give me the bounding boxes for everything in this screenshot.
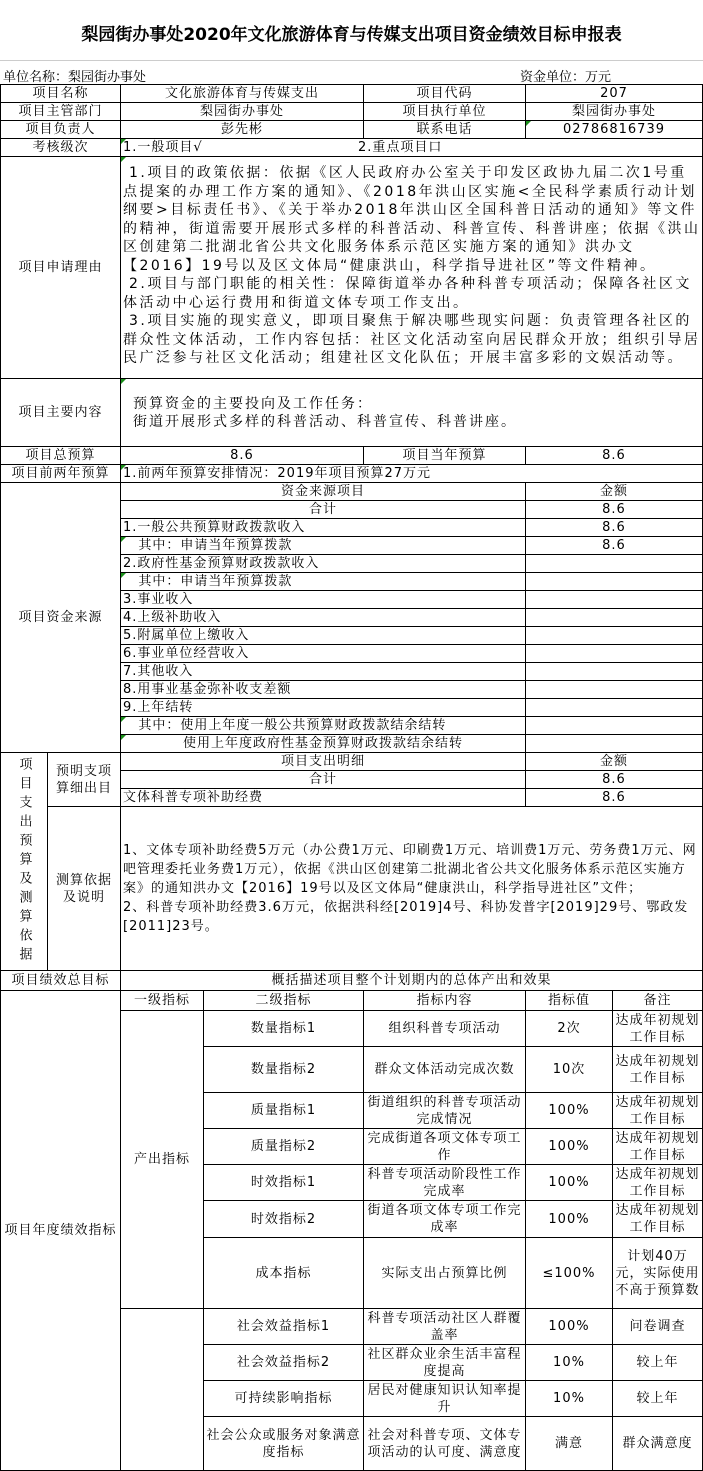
perf-row-level2-text: 成本指标 (255, 1265, 312, 1281)
expense-item-amount[interactable] (525, 788, 703, 807)
perf-row-content[interactable] (363, 1237, 526, 1309)
label-expense-text: 项目支出预算及测算依据 (16, 757, 32, 966)
perf-row-note-text: 问卷调查 (629, 1319, 686, 1334)
expense-col-amount[interactable] (525, 752, 703, 771)
perf-row-level2-text: 数量指标1 (250, 1021, 317, 1036)
perf-row-value[interactable] (525, 1380, 613, 1417)
perf-row-content[interactable] (363, 1010, 526, 1047)
prev-budget[interactable] (120, 464, 703, 483)
perf-row-value-text: 100% (548, 1103, 590, 1118)
funding-row-amount[interactable] (525, 716, 703, 735)
funding-row-amount[interactable] (525, 572, 703, 591)
perf-row-note-text: 达成年初规划工作目标 (615, 1166, 700, 1199)
reason-para-2: 2.项目与部门职能的相关性：保障街道举办各种科普专项活动；保障各社区文体活动中心运行费用和街道文体专项工作支出。 (123, 276, 692, 311)
funding-row-item[interactable] (120, 572, 526, 591)
perf-row-level2[interactable] (203, 1237, 364, 1309)
divider (0, 60, 703, 61)
perf-row-level2[interactable] (203, 1416, 364, 1471)
perf-output-level[interactable] (120, 1010, 204, 1309)
perf-row-value-text: 满意 (554, 1436, 583, 1451)
funding-row-item-text: 其中：申请当年预算拨款 (123, 574, 293, 589)
funding-col-item[interactable] (120, 482, 526, 501)
funding-row-item-text: 5.附属单位上缴收入 (123, 628, 250, 643)
perf-row-level2[interactable] (203, 1010, 364, 1047)
perf-row-content-text: 群众文体活动完成次数 (374, 1062, 515, 1077)
perf-row-value[interactable] (525, 1128, 613, 1165)
label-dept-text: 项目主管部门 (18, 104, 103, 119)
project-code-text: 207 (600, 86, 628, 101)
perf-row-level2-text: 可持续影响指标 (234, 1391, 333, 1406)
funding-row-item-text: 2.政府性基金预算财政拨款收入 (123, 556, 320, 571)
funding-row-amount[interactable] (525, 734, 703, 753)
perf-row-value-text: ≤100% (542, 1265, 596, 1281)
label-owner[interactable] (0, 120, 121, 139)
reason-text[interactable] (120, 156, 703, 379)
funding-row-item[interactable] (120, 662, 526, 681)
expense-item[interactable] (120, 788, 526, 807)
perf-row-content-text: 科普专项活动阶段性工作完成率 (367, 1166, 522, 1199)
funding-row-amount[interactable] (525, 554, 703, 573)
project-code[interactable] (525, 84, 703, 103)
label-project-name-text: 项目名称 (32, 86, 89, 101)
phone-text: 02786816739 (563, 122, 665, 137)
perf-row-note[interactable] (612, 1237, 703, 1309)
goal-text-text: 概括描述项目整个计划期内的总体产出和效果 (271, 973, 552, 988)
expense-detail-side-text: 预明支项算细出目 (55, 763, 112, 796)
funding-row-item-text: 合计 (308, 502, 337, 517)
funding-row-item-text: 使用上年度政府性基金预算财政拨款结余结转 (182, 736, 463, 751)
expense-total[interactable] (525, 770, 703, 789)
owner-text: 彭先彬 (220, 122, 263, 137)
funding-row-item[interactable] (120, 590, 526, 609)
expense-col-item[interactable] (120, 752, 526, 771)
perf-row-level2[interactable] (203, 1128, 364, 1165)
funding-row-item[interactable] (120, 536, 526, 555)
funding-row-item-text: 其中：申请当年预算拨款 (123, 538, 293, 553)
funding-row-amount[interactable] (525, 698, 703, 717)
expense-item-amount-text: 8.6 (602, 790, 626, 805)
perf-row-note-text: 较上年 (636, 1355, 679, 1370)
perf-row-level2-text: 社会公众或服务对象满意度指标 (206, 1427, 361, 1460)
level-general-checkbox[interactable]: 1.一般项目√ (123, 140, 203, 155)
basis-paragraphs (123, 841, 700, 936)
perf-row-value-text: 100% (548, 1319, 590, 1334)
expense-col-amount-text: 金额 (599, 754, 628, 769)
label-funding[interactable] (0, 482, 121, 753)
label-prev-budget-text: 项目前两年预算 (11, 466, 110, 481)
fund-unit: 资金单位：万元 (520, 70, 612, 85)
label-perf-text: 项目年度绩效指标 (4, 1223, 117, 1238)
perf-row-content[interactable] (363, 1200, 526, 1238)
perf-header-text: 备注 (643, 993, 672, 1008)
label-exec-unit[interactable] (363, 102, 526, 121)
perf-row-content[interactable] (363, 1164, 526, 1201)
label-perf[interactable] (0, 990, 121, 1471)
year-budget-text: 8.6 (602, 448, 626, 463)
perf-header-text: 指标内容 (416, 993, 473, 1008)
perf-header-text: 一级指标 (133, 993, 190, 1008)
owner[interactable] (120, 120, 364, 139)
funding-row-amount[interactable] (525, 644, 703, 663)
perf-row-note-text: 达成年初规划工作目标 (615, 1094, 700, 1127)
funding-row-amount-text: 8.6 (602, 502, 626, 517)
perf-header-text: 指标值 (547, 993, 590, 1008)
year-budget[interactable] (525, 446, 703, 465)
dept[interactable] (120, 102, 364, 121)
funding-row-item[interactable] (120, 626, 526, 645)
perf-row-value-text: 10% (553, 1355, 585, 1370)
perf-row-content[interactable] (363, 1092, 526, 1129)
perf-row-note[interactable] (612, 1416, 703, 1471)
label-goal[interactable] (0, 970, 121, 991)
perf-header[interactable] (363, 990, 526, 1011)
label-reason[interactable] (0, 156, 121, 379)
perf-row-content-text: 科普专项活动社区人群覆盖率 (367, 1310, 522, 1343)
perf-row-value[interactable] (525, 1237, 613, 1309)
unit-name: 单位名称：梨园街办事处 (3, 70, 147, 85)
exec-unit[interactable] (525, 102, 703, 121)
perf-row-content-text: 实际支出占预算比例 (381, 1265, 508, 1281)
expense-total-label-text: 合计 (308, 772, 337, 787)
perf-row-note[interactable] (612, 1344, 703, 1381)
funding-row-amount[interactable] (525, 662, 703, 681)
perf-row-content-text: 街道各项文体专项工作完成率 (367, 1203, 522, 1235)
perf-row-value-text: 10次 (552, 1062, 586, 1077)
perf-header[interactable] (525, 990, 613, 1011)
perf-row-note[interactable] (612, 1010, 703, 1047)
funding-row-item-text: 7.其他收入 (123, 664, 194, 679)
perf-row-note-text: 计划40万元，实际使用不高于预算数 (615, 1248, 700, 1298)
funding-row-item[interactable] (120, 680, 526, 699)
perf-row-content-text: 社会对科普专项、文体专项活动的认可度、满意度 (367, 1427, 522, 1460)
label-total-budget[interactable] (0, 446, 121, 465)
perf-row-content[interactable] (363, 1046, 526, 1093)
perf-row-content[interactable] (363, 1416, 526, 1471)
expense-col-item-text: 项目支出明细 (280, 754, 365, 769)
content-line-2: 街道开展形式多样的科普活动、科普宣传、科普讲座。 (133, 413, 517, 430)
funding-row-amount[interactable] (525, 500, 703, 519)
perf-row-content-text: 组织科普专项活动 (388, 1021, 501, 1036)
expense-total-label[interactable] (120, 770, 526, 789)
perf-row-value[interactable] (525, 1200, 613, 1238)
funding-row-item-text: 6.事业单位经营收入 (123, 646, 250, 661)
funding-row-amount[interactable] (525, 590, 703, 609)
funding-row-amount-text: 8.6 (602, 538, 626, 553)
page-title: 梨园街办事处2020年文化旅游体育与传媒支出项目资金绩效目标申报表 (81, 25, 622, 45)
expense-item-text: 文体科普专项补助经费 (123, 790, 264, 805)
label-exec-unit-text: 项目执行单位 (402, 104, 487, 119)
perf-row-note-text: 达成年初规划工作目标 (615, 1203, 700, 1235)
funding-row-item-text: 其中：使用上年度一般公共预算财政拨款结余结转 (123, 718, 447, 733)
main-content[interactable] (120, 378, 703, 447)
label-main-content[interactable] (0, 378, 121, 447)
dept-text: 梨园街办事处 (199, 104, 284, 119)
label-owner-text: 项目负责人 (25, 122, 96, 137)
funding-row-item[interactable] (120, 554, 526, 573)
funding-row-item[interactable] (120, 518, 526, 537)
perf-row-value-text: 100% (548, 1175, 590, 1190)
perf-row-note[interactable] (612, 1308, 703, 1345)
perf-row-value[interactable] (525, 1344, 613, 1381)
perf-row-note[interactable] (612, 1200, 703, 1238)
perf-row-content-text: 完成街道各项文体专项工作 (367, 1130, 522, 1163)
label-level[interactable] (0, 138, 121, 157)
perf-row-note-text: 达成年初规划工作目标 (615, 1053, 700, 1086)
perf-row-note-text: 达成年初规划工作目标 (615, 1130, 700, 1163)
funding-row-item[interactable] (120, 500, 526, 519)
perf-row-note[interactable] (612, 1128, 703, 1165)
perf-row-level2-text: 时效指标1 (250, 1175, 317, 1190)
level-options[interactable] (120, 138, 703, 157)
perf-row-level2[interactable] (203, 1200, 364, 1238)
perf-row-level2[interactable] (203, 1164, 364, 1201)
funding-row-item-text: 3.事业收入 (123, 592, 194, 607)
perf-row-content[interactable] (363, 1380, 526, 1417)
funding-row-amount[interactable] (525, 626, 703, 645)
funding-row-item-text: 8.用事业基金弥补收支差额 (123, 682, 292, 697)
perf-row-level2[interactable] (203, 1092, 364, 1129)
perf-row-note-text: 达成年初规划工作目标 (615, 1012, 700, 1045)
label-main-content-text: 项目主要内容 (18, 405, 103, 420)
perf-row-level2[interactable] (203, 1046, 364, 1093)
perf-row-value[interactable] (525, 1046, 613, 1093)
goal-text[interactable] (120, 970, 703, 991)
label-project-code-text: 项目代码 (416, 86, 473, 101)
perf-row-content[interactable] (363, 1308, 526, 1345)
perf-row-note[interactable] (612, 1092, 703, 1129)
perf-row-level2-text: 社会效益指标2 (236, 1355, 331, 1370)
label-goal-text: 项目绩效总目标 (11, 973, 110, 988)
perf-row-value[interactable] (525, 1164, 613, 1201)
perf-header[interactable] (612, 990, 703, 1011)
label-year-budget[interactable] (363, 446, 526, 465)
perf-row-content-text: 街道组织的科普专项活动完成情况 (367, 1094, 522, 1127)
perf-row-value-text: 10% (553, 1391, 585, 1406)
perf-row-value-text: 100% (548, 1211, 590, 1227)
perf-row-note-text: 较上年 (636, 1391, 679, 1406)
reason-para-3: 3.项目实施的现实意义，即项目聚焦于解决哪些现实问题：负责管理各社区的群众性文体活动，工作内容包括：社区文化活动室向居民群众开放；组织引导居民广泛参与社区文化活动；组建社区文化队伍；开展丰富多彩的文娱活动等。 (123, 313, 701, 366)
perf-row-note[interactable] (612, 1164, 703, 1201)
perf-row-level2[interactable] (203, 1344, 364, 1381)
funding-row-item[interactable] (120, 698, 526, 717)
perf-header[interactable] (203, 990, 364, 1011)
label-level-text: 考核级次 (32, 140, 89, 155)
perf-row-level2[interactable] (203, 1308, 364, 1345)
perf-row-note[interactable] (612, 1380, 703, 1417)
perf-row-level2[interactable] (203, 1380, 364, 1417)
funding-col-amount-text: 金额 (599, 484, 628, 499)
perf-row-note-text: 群众满意度 (622, 1436, 693, 1451)
perf-row-value-text: 2次 (557, 1021, 581, 1036)
funding-col-item-text: 资金来源项目 (280, 484, 365, 499)
perf-row-content[interactable] (363, 1344, 526, 1381)
funding-row-item[interactable] (120, 608, 526, 627)
perf-row-content-text: 社区群众业余生活丰富程度提高 (367, 1346, 522, 1379)
funding-row-item[interactable] (120, 734, 526, 753)
label-funding-text: 项目资金来源 (18, 610, 103, 625)
project-name[interactable] (120, 84, 364, 103)
reason-para-1: 1.项目的政策依据：依据《区人民政府办公室关于印发区政协九届二次1号重点提案的办理工作方案的通知》、《2018年洪山区实施<全民科学素质行动计划纲要>目标责任书》、《关于举办2018年洪山区全国科普日活动的通知》等文件的精神，街道需要开展形式多样的科普活动、科普宣传、科普讲座；依据《洪山区创建第二批湖北省公共文化服务体系示范区实施方案的通知》洪办文【2016】19号以及区文体局“健康洪山，科学指导进社区”等文件精神。 (123, 165, 701, 274)
label-project-code[interactable] (363, 84, 526, 103)
label-dept[interactable] (0, 102, 121, 121)
main-content-text (123, 395, 517, 431)
basis-text[interactable] (120, 806, 703, 971)
perf-output-level-text: 产出指标 (133, 1152, 190, 1167)
funding-row-amount[interactable] (525, 518, 703, 537)
expense-total-text: 8.6 (602, 772, 626, 787)
label-project-name[interactable] (0, 84, 121, 103)
total-budget-text: 8.6 (230, 448, 254, 463)
project-name-text: 文化旅游体育与传媒支出 (164, 86, 319, 101)
label-reason-text: 项目申请理由 (18, 260, 103, 275)
phone[interactable] (525, 120, 703, 139)
funding-row-amount[interactable] (525, 608, 703, 627)
exec-unit-text: 梨园街办事处 (571, 104, 656, 119)
level-key-checkbox[interactable]: 2.重点项目口 (358, 140, 443, 155)
perf-row-level2-text: 社会效益指标1 (236, 1319, 331, 1334)
funding-row-item-text: 4.上级补助收入 (123, 610, 222, 625)
perf-row-value-text: 100% (548, 1139, 590, 1154)
perf-row-level2-text: 时效指标2 (250, 1211, 317, 1227)
funding-row-amount[interactable] (525, 536, 703, 555)
perf-row-level2-text: 质量指标1 (250, 1103, 317, 1118)
funding-row-item-text: 1.一般公共预算财政拨款收入 (123, 520, 306, 535)
perf-effect-level[interactable] (120, 1308, 204, 1471)
label-prev-budget[interactable] (0, 464, 121, 483)
perf-row-value[interactable] (525, 1308, 613, 1345)
label-expense[interactable] (0, 752, 48, 971)
label-basis[interactable] (47, 806, 121, 971)
label-basis-text: 测算依据及说明 (55, 872, 112, 905)
perf-row-value[interactable] (525, 1416, 613, 1471)
funding-row-item[interactable] (120, 716, 526, 735)
perf-header[interactable] (120, 990, 204, 1011)
total-budget[interactable] (120, 446, 364, 465)
funding-row-item-text: 9.上年结转 (123, 700, 194, 715)
label-total-budget-text: 项目总预算 (25, 448, 96, 463)
perf-row-value[interactable] (525, 1092, 613, 1129)
label-phone-text: 联系电话 (416, 122, 473, 137)
funding-row-amount[interactable] (525, 680, 703, 699)
perf-header-text: 二级指标 (255, 993, 312, 1008)
perf-row-note[interactable] (612, 1046, 703, 1093)
expense-detail-side[interactable] (47, 752, 121, 807)
perf-row-level2-text: 数量指标2 (250, 1062, 317, 1077)
prev-budget-text: 1.前两年预算安排情况：2019年项目预算27万元 (123, 466, 432, 481)
basis-para-1: 1、文体专项补助经费5万元（办公费1万元、印刷费1万元、培训费1万元、劳务费1万元、网吧管理委托业务费1万元），依据《洪山区创建第二批湖北省公共文化服务体系示范区实施方案》的通知洪办文【2016】19号以及区文体局“健康洪山，科学指导进社区”文件； (123, 843, 697, 896)
content-line-1: 预算资金的主要投向及工作任务： (133, 395, 373, 412)
basis-para-2: 2、科普专项补助经费3.6万元，依据洪科经[2019]4号、科协发普字[2019]29号、鄂政发[2011]23号。 (123, 900, 689, 934)
perf-row-level2-text: 质量指标2 (250, 1139, 317, 1154)
label-year-budget-text: 项目当年预算 (402, 448, 487, 463)
funding-row-item[interactable] (120, 644, 526, 663)
funding-col-amount[interactable] (525, 482, 703, 501)
perf-row-content-text: 居民对健康知识认知率提升 (367, 1382, 522, 1415)
perf-row-content[interactable] (363, 1128, 526, 1165)
label-phone[interactable] (363, 120, 526, 139)
perf-row-value[interactable] (525, 1010, 613, 1047)
funding-row-amount-text: 8.6 (602, 520, 626, 535)
reason-paragraphs (123, 164, 701, 368)
